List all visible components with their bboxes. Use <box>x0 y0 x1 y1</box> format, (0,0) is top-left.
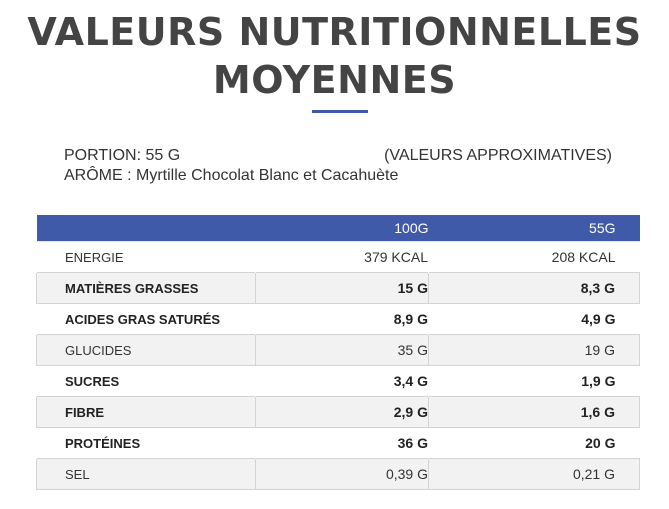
row-value-100g: 3,4 G <box>256 366 429 397</box>
approx-note: (VALEURS APPROXIMATIVES) <box>384 147 612 164</box>
row-label: PROTÉINES <box>37 428 256 459</box>
portion-text: PORTION: 55 G <box>64 147 181 164</box>
header-label <box>37 215 256 242</box>
title-line-2: MOYENNES <box>212 58 457 102</box>
table-header-row <box>37 215 640 242</box>
page-title <box>0 8 669 104</box>
table-row <box>37 459 640 490</box>
arome-row <box>64 166 624 186</box>
row-value-55g: 4,9 G <box>429 304 640 335</box>
row-value-100g: 0,39 G <box>256 459 429 490</box>
table-row <box>37 397 640 428</box>
row-value-100g: 379 KCAL <box>256 242 429 273</box>
row-label: ACIDES GRAS SATURÉS <box>37 304 256 335</box>
row-value-55g: 19 G <box>429 335 640 366</box>
row-value-100g: 8,9 G <box>256 304 429 335</box>
title-underline <box>312 110 368 113</box>
row-value-55g: 1,6 G <box>429 397 640 428</box>
row-value-55g: 0,21 G <box>429 459 640 490</box>
arome-text: ARÔME : Myrtille Chocolat Blanc et Cacahuète <box>64 167 399 184</box>
row-value-100g: 35 G <box>256 335 429 366</box>
table-row <box>37 273 640 304</box>
nutrition-table <box>36 215 640 490</box>
product-info <box>64 146 624 186</box>
row-label: GLUCIDES <box>37 335 256 366</box>
row-value-100g: 36 G <box>256 428 429 459</box>
row-value-100g: 2,9 G <box>256 397 429 428</box>
row-value-55g: 8,3 G <box>429 273 640 304</box>
row-label: ENERGIE <box>37 242 256 273</box>
portion-row <box>64 146 624 166</box>
row-value-55g: 1,9 G <box>429 366 640 397</box>
table-row <box>37 335 640 366</box>
table-row <box>37 242 640 273</box>
row-label: SEL <box>37 459 256 490</box>
row-value-55g: 208 KCAL <box>429 242 640 273</box>
row-label: MATIÈRES GRASSES <box>37 273 256 304</box>
table-row <box>37 366 640 397</box>
title-line-1: VALEURS NUTRITIONNELLES <box>27 10 642 54</box>
header-55g: 55G <box>429 215 640 242</box>
table-row <box>37 304 640 335</box>
row-value-55g: 20 G <box>429 428 640 459</box>
row-value-100g: 15 G <box>256 273 429 304</box>
row-label: SUCRES <box>37 366 256 397</box>
table-row <box>37 428 640 459</box>
header-100g: 100G <box>256 215 429 242</box>
row-label: FIBRE <box>37 397 256 428</box>
